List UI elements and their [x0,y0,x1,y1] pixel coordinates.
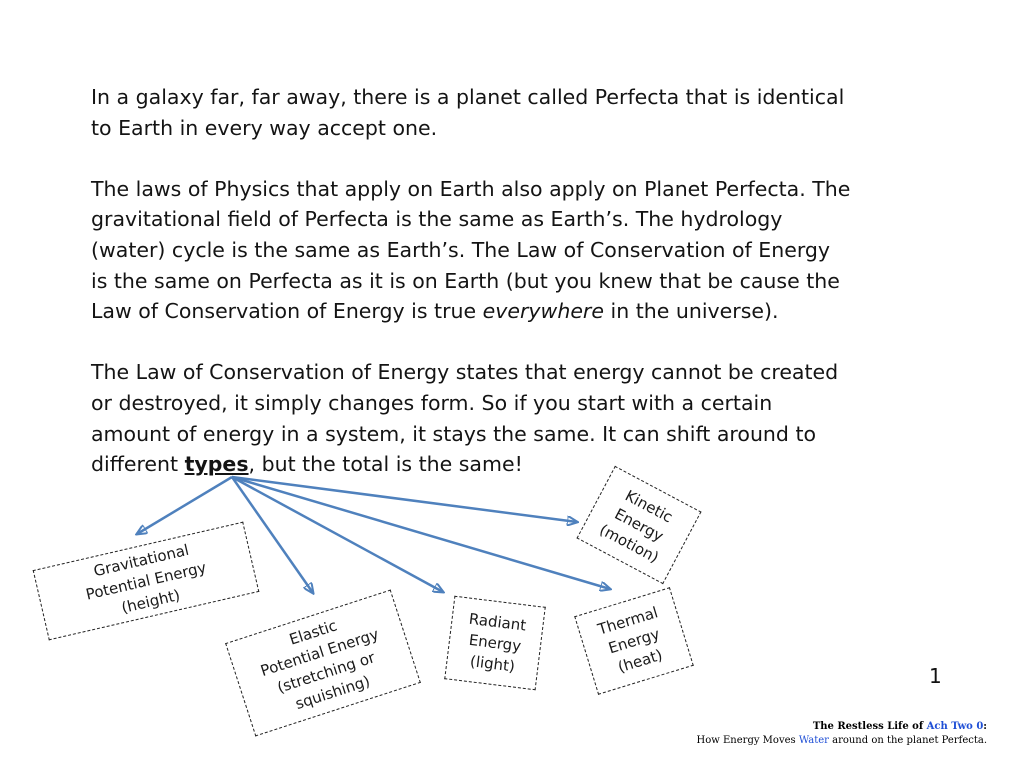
thermal-box [574,587,694,695]
kinetic-box [576,466,701,584]
paragraph-intro [91,82,851,143]
footer-subtitle-suffix: around on the planet Perfecta. [828,735,987,746]
types-keyword: types [184,452,249,477]
thermal-label: Thermal Energy (heat) [595,602,665,676]
footer-title-suffix: : [983,721,987,732]
everywhere-emphasis: everywhere [482,299,604,324]
gravitational-label: Gravitational Potential Energy (height) [83,540,208,617]
radiant-box [444,596,546,691]
footer-credit [697,720,987,748]
elastic-box [225,590,421,737]
footer-subtitle-prefix: How Energy Moves [696,735,799,746]
elastic-label: Elastic Potential Energy (stretching or squishing) [258,616,381,714]
gravitational-box [33,522,260,641]
paragraph-conservation-text: The Law of Conservation of Energy states that energy cannot be created or destroyed, it simply changes form. So if you start with a certain amount of energy in a system, it stays the same. It can shift around to different [91,360,839,477]
footer-title-highlight: Ach Two 0 [926,721,984,732]
paragraph-laws-text: The laws of Physics that apply on Earth also apply on Planet Perfecta. The gravitational field of Perfecta is the same as Earth’s. The hydrology (water) cycle is the same as Earth’s. The Law of Conservation of Energy is the same on Perfecta as it is on Earth (but you knew that be cause the Law of Conservation of Energy is true [91,176,851,324]
paragraph-conservation [91,357,851,479]
paragraph-laws-end: in the universe). [603,299,779,324]
arrow-to-kinetic [232,477,577,522]
paragraph-conservation-end: , but the total is the same! [248,452,523,477]
footer-title-prefix: The Restless Life of [812,721,927,732]
arrow-to-radiant [232,477,443,592]
page-number: 1 [929,664,942,688]
footer-subtitle-highlight: Water [798,735,829,746]
story-text [91,82,851,480]
footer-subtitle [697,734,987,748]
paragraph-laws [91,174,851,327]
kinetic-label: Kinetic Energy (motion) [596,486,676,567]
paragraph-intro-text: In a galaxy far, far away, there is a planet called Perfecta that is identical to Earth in every way accept one. [91,85,845,140]
radiant-label: Radiant Energy (light) [467,609,528,676]
arrow-to-gravitational [137,477,232,534]
footer-title [697,720,987,734]
arrow-to-thermal [232,477,610,589]
